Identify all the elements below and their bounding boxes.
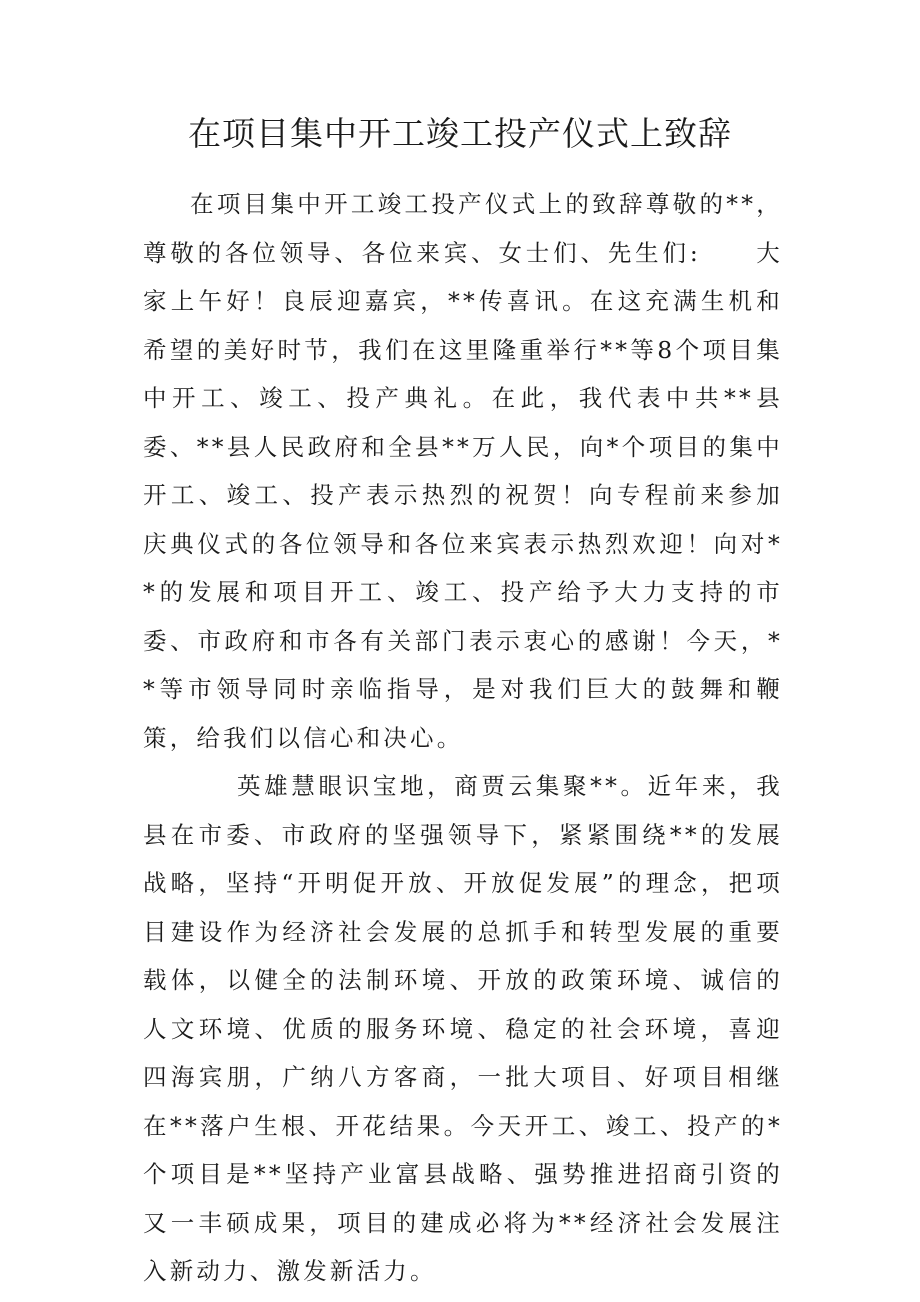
paragraph-development: 英雄慧眼识宝地，商贾云集聚**。近年来，我县在市委、市政府的坚强领导下，紧紧围绕**的发展战略，坚持“开明促开放、开放促发展”的理念，把项目建设作为经济社会发展的总抓手和转型发展的重要载体，以健全的法制环境、开放的政策环境、诚信的人文环境、优质的服务环境、稳定的社会环境，喜迎四海宾朋，广纳八方客商，一批大项目、好项目相继在**落户生根、开花结果。今天开工、竣工、投产的*个项目是**坚持产业富县战略、强势推进招商引资的又一丰硕成果，项目的建成必将为**经济社会发展注入新动力、激发新活力。 [143, 772, 783, 1285]
document-body [143, 180, 783, 1296]
paragraph-greeting: 在项目集中开工竣工投产仪式上的致辞尊敬的**，尊敬的各位领导、各位来宾、女士们、先生们: 大家上午好！良辰迎嘉宾，**传喜讯。在这充满生机和希望的美好时节，我们在这里隆重举行**等8个项目集中开工、竣工、投产典礼。在此，我代表中共**县委、**县人民政府和全县**万人民，向*个项目的集中开工、竣工、投产表示热烈的祝贺！向专程前来参加庆典仪式的各位领导和各位来宾表示热烈欢迎！向对**的发展和项目开工、竣工、投产给予大力支持的市委、市政府和市各有关部门表示衷心的感谢！今天，**等市领导同时亲临指导，是对我们巨大的鼓舞和鞭策，给我们以信心和决心。 [143, 190, 783, 752]
document-title: 在项目集中开工竣工投产仪式上致辞 [188, 114, 732, 153]
